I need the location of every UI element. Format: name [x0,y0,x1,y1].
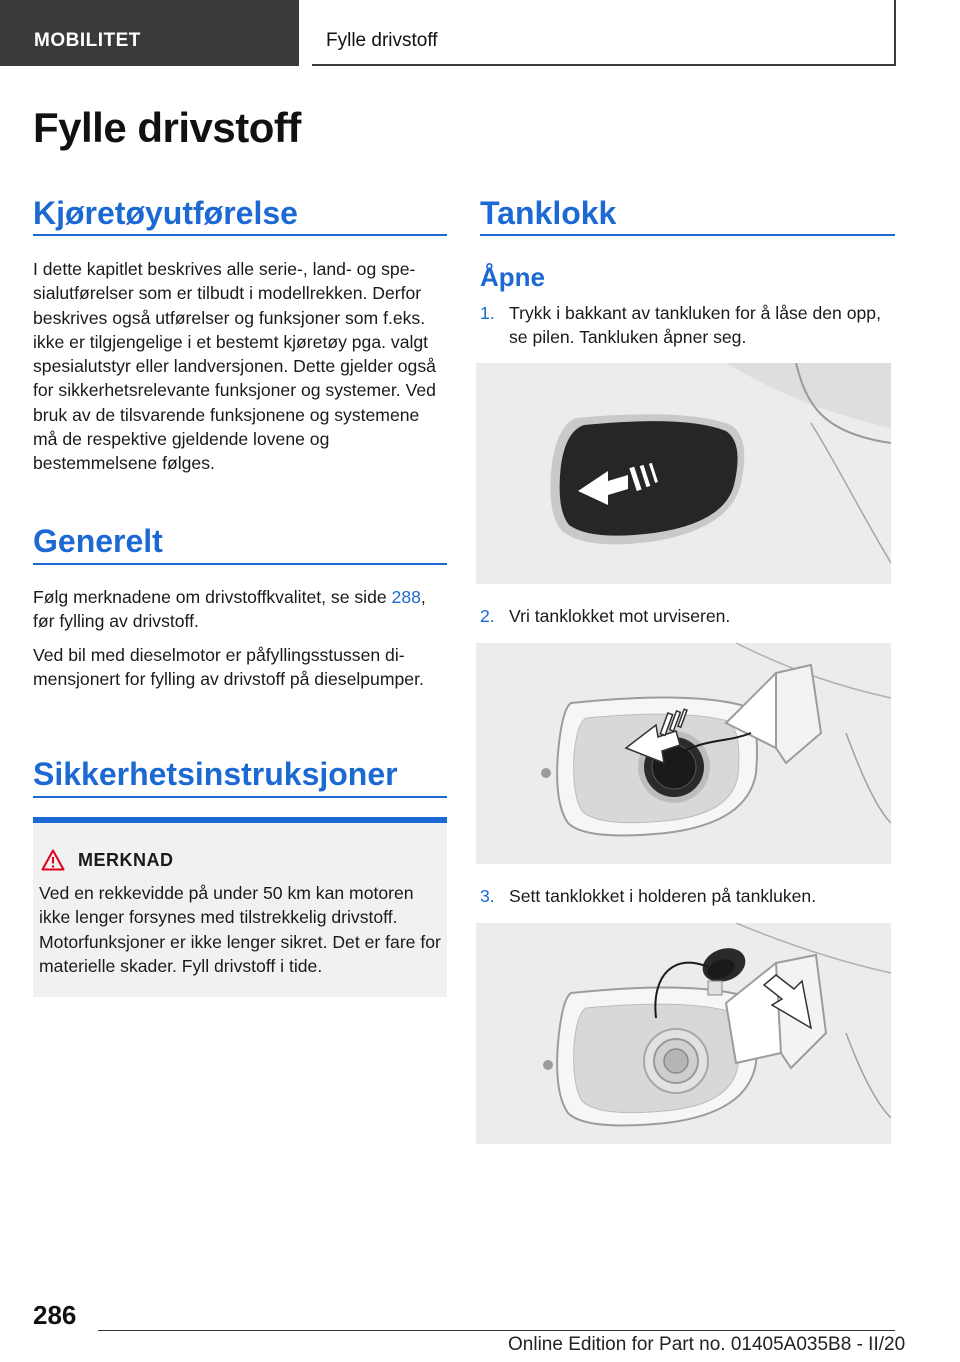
footer-edition: Online Edition for Part no. 01405A035B8 - II/20 [508,1334,906,1355]
header-topic-label: Fylle drivstoff [326,30,438,51]
general-text-2: Ved bil med dieselmotor er påfyllingsstussen dimensjonert for fylling av drivstoff på dieselpumper. [33,645,424,690]
page-number: 286 [33,1300,77,1330]
figure-turn-fuel-cap [476,643,891,864]
heading-open: Åpne [480,262,545,292]
heading-fuel-cap: Tanklokk [480,195,617,231]
warning-triangle-icon [41,849,65,871]
figure-fuel-flap-closed [476,363,891,584]
heading-vehicle-version: Kjøretøyutførelse [33,195,298,231]
heading-rule [480,234,895,236]
general-text-1-end: , før fylling av drivstoff. [33,587,426,632]
step-text: Vri tanklokket mot urviseren. [509,606,731,626]
heading-general: Generelt [33,523,163,559]
step-number: 2. [480,606,495,626]
heading-safety: Sikkerhetsinstruksjoner [33,756,398,792]
vehicle-version-text: I dette kapitlet beskrives alle serie-, land- og spesialutførelser som er tilbudt i modellrekken. Derfor beskrives også utførelser og funksjoner som f.eks. ikke er tilgjengelige i et bestemt kjøretøy pga. valgt spesialutstyr eller landversjonen. Dette gjelder også for sikkerhetsrelevante funksjoner og systemer. Ved bruk av de tilsvarende funksjonene og systemene må de respektive gjeldende lovene og bestemmelsene følges. [33,259,436,474]
step-number: 1. [480,303,495,323]
notice-title: MERKNAD [78,850,174,870]
header-section-tab [0,0,299,66]
page-link-288[interactable]: 288 [391,587,421,607]
page-title: Fylle drivstoff [33,104,301,151]
heading-rule [33,563,447,565]
header-section-label: MOBILITET [34,30,141,51]
general-text-1-start: Følg merknadene om drivstoffkvalitet, se side [33,587,392,607]
figure-fuel-cap-holder [476,923,891,1144]
heading-rule [33,234,447,236]
step-text: Trykk i bakkant av tankluken for å låse den opp, se pilen. Tankluken åpner seg. [509,303,881,348]
step-text: Sett tanklokket i holderen på tankluken. [509,886,817,906]
general-text-1 [33,585,433,634]
heading-rule [33,796,447,798]
notice-box [33,817,447,997]
header-topic-tab [312,0,896,66]
footer-rule [98,1330,895,1331]
step-number: 3. [480,886,495,906]
notice-text: Ved en rekkevidde på under 50 km kan motoren ikke lenger forsynes med tilstrekkelig drivstoff. Motorfunksjoner er ikke lenger sikret. Det er fare for materielle skader. Fyll drivstoff i tide. [39,883,441,976]
